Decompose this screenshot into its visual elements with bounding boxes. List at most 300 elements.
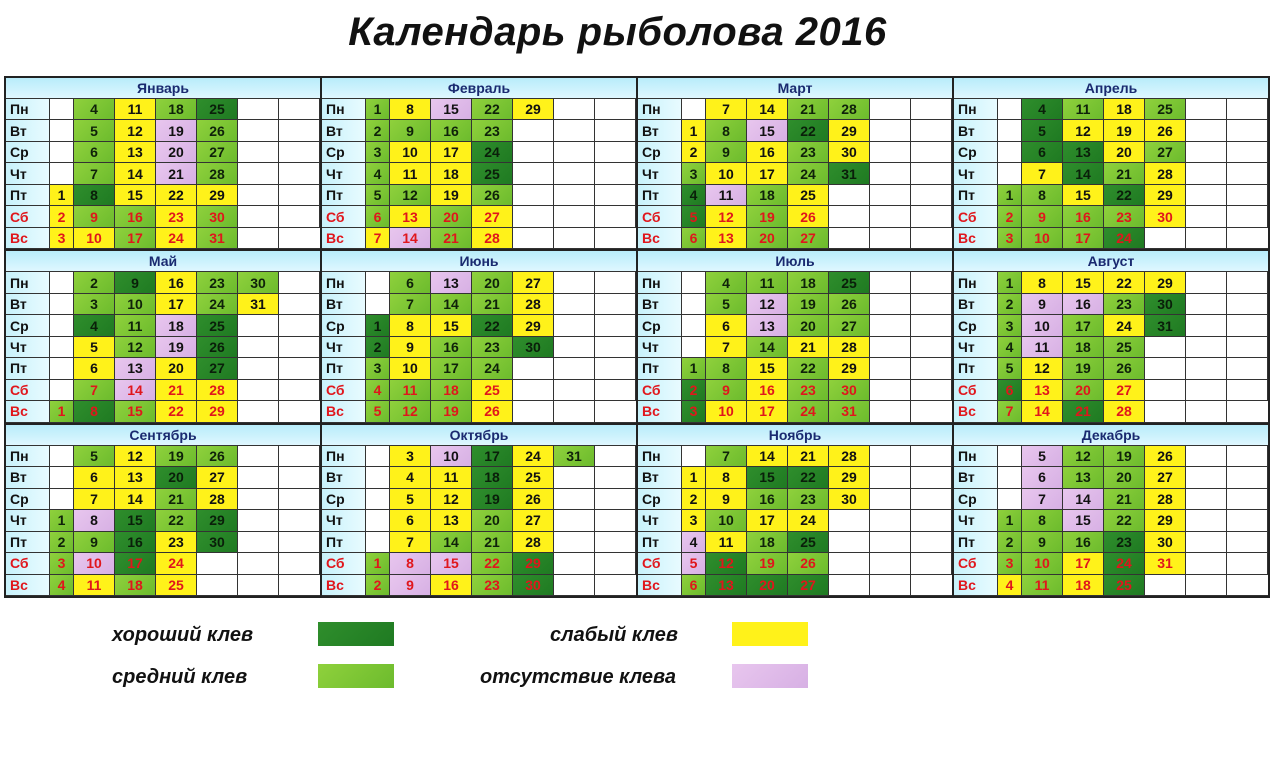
day-cell: 22: [156, 185, 197, 206]
empty-cell: [238, 228, 279, 249]
empty-cell: [870, 294, 911, 315]
month-days: [954, 446, 1268, 596]
day-cell: 31: [829, 163, 870, 184]
day-cell: 3: [682, 401, 706, 422]
day-cell: 30: [829, 380, 870, 401]
day-cell: 16: [431, 575, 472, 596]
month-block: [954, 425, 1268, 596]
day-cell: 6: [1022, 467, 1063, 488]
empty-cell: [870, 206, 911, 227]
day-cell: 23: [788, 489, 829, 510]
empty-cell: [1186, 120, 1227, 141]
day-cell: 9: [1022, 206, 1063, 227]
day-cell: 24: [156, 553, 197, 574]
day-cell: 20: [472, 510, 513, 531]
empty-cell: [1186, 575, 1227, 596]
empty-cell: [554, 489, 595, 510]
empty-cell: [238, 553, 279, 574]
empty-cell: [279, 99, 320, 120]
day-cell: 10: [1022, 315, 1063, 336]
day-cell: 10: [706, 163, 747, 184]
day-cell: 21: [472, 294, 513, 315]
day-cell: 11: [390, 163, 431, 184]
empty-cell: [1227, 272, 1268, 293]
day-cell: 18: [115, 575, 156, 596]
day-name-label: Пт: [322, 185, 366, 206]
day-cell: 21: [156, 163, 197, 184]
day-cell: 2: [998, 294, 1022, 315]
day-cell: 5: [1022, 446, 1063, 467]
month-title: Январь: [6, 78, 320, 99]
day-cell: 20: [156, 467, 197, 488]
empty-cell: [1186, 185, 1227, 206]
day-cell: 6: [1022, 142, 1063, 163]
day-cell: 28: [829, 337, 870, 358]
empty-cell: [554, 185, 595, 206]
day-cell: 28: [513, 294, 554, 315]
day-cell: 16: [431, 337, 472, 358]
day-cell: 9: [1022, 532, 1063, 553]
day-cell: 23: [472, 337, 513, 358]
empty-cell: [50, 489, 74, 510]
empty-cell: [1145, 401, 1186, 422]
day-cell: 23: [197, 272, 238, 293]
empty-cell: [279, 467, 320, 488]
day-cell: 12: [747, 294, 788, 315]
legend-none-label: отсутствие клева: [480, 666, 676, 688]
day-cell: 10: [74, 553, 115, 574]
month-days: [6, 99, 320, 249]
empty-cell: [829, 510, 870, 531]
empty-cell: [911, 380, 952, 401]
day-cell: 19: [1104, 446, 1145, 467]
empty-cell: [279, 358, 320, 379]
day-name-label: Сб: [322, 206, 366, 227]
empty-cell: [50, 120, 74, 141]
day-cell: 24: [156, 228, 197, 249]
day-name-label: Сб: [954, 380, 998, 401]
day-name-label: Чт: [638, 510, 682, 531]
day-cell: 29: [1145, 272, 1186, 293]
empty-cell: [911, 575, 952, 596]
empty-cell: [829, 575, 870, 596]
day-cell: 20: [156, 358, 197, 379]
empty-cell: [238, 315, 279, 336]
day-name-label: Вт: [638, 120, 682, 141]
day-cell: 25: [829, 272, 870, 293]
day-cell: 5: [74, 120, 115, 141]
day-cell: 3: [998, 553, 1022, 574]
day-cell: 11: [74, 575, 115, 596]
day-cell: 18: [1104, 99, 1145, 120]
day-cell: 26: [472, 401, 513, 422]
day-cell: 21: [472, 532, 513, 553]
empty-cell: [998, 163, 1022, 184]
day-cell: 25: [197, 315, 238, 336]
empty-cell: [870, 315, 911, 336]
empty-cell: [1186, 358, 1227, 379]
day-cell: 10: [706, 510, 747, 531]
day-cell: 9: [74, 532, 115, 553]
day-name-label: Пт: [638, 532, 682, 553]
month-title: Май: [6, 251, 320, 272]
day-cell: 19: [1104, 120, 1145, 141]
day-cell: 11: [1063, 99, 1104, 120]
empty-cell: [238, 575, 279, 596]
empty-cell: [1227, 532, 1268, 553]
day-cell: 2: [74, 272, 115, 293]
day-cell: 29: [197, 401, 238, 422]
month-days: [6, 446, 320, 596]
empty-cell: [998, 142, 1022, 163]
day-cell: 3: [50, 553, 74, 574]
day-cell: 19: [431, 185, 472, 206]
empty-cell: [1186, 294, 1227, 315]
day-cell: 12: [431, 489, 472, 510]
day-cell: 10: [390, 142, 431, 163]
day-cell: 14: [1022, 401, 1063, 422]
day-cell: 4: [366, 380, 390, 401]
day-cell: 19: [156, 120, 197, 141]
empty-cell: [829, 228, 870, 249]
empty-cell: [911, 185, 952, 206]
empty-cell: [279, 206, 320, 227]
day-name-label: Ср: [638, 142, 682, 163]
day-name-label: Пт: [638, 358, 682, 379]
day-cell: 6: [74, 142, 115, 163]
empty-cell: [1186, 206, 1227, 227]
day-cell: 5: [74, 337, 115, 358]
empty-cell: [279, 315, 320, 336]
day-cell: 13: [706, 575, 747, 596]
empty-cell: [1227, 380, 1268, 401]
day-cell: 27: [829, 315, 870, 336]
day-cell: 4: [998, 575, 1022, 596]
day-cell: 12: [390, 401, 431, 422]
day-cell: 21: [1063, 401, 1104, 422]
empty-cell: [595, 489, 636, 510]
day-name-label: Вс: [954, 575, 998, 596]
day-cell: 25: [1104, 575, 1145, 596]
empty-cell: [50, 99, 74, 120]
empty-cell: [513, 185, 554, 206]
day-name-label: Сб: [638, 380, 682, 401]
day-cell: 28: [1145, 489, 1186, 510]
day-cell: 9: [390, 337, 431, 358]
day-cell: 21: [1104, 163, 1145, 184]
day-cell: 6: [390, 272, 431, 293]
empty-cell: [50, 294, 74, 315]
empty-cell: [1186, 532, 1227, 553]
empty-cell: [1186, 163, 1227, 184]
day-cell: 16: [115, 206, 156, 227]
day-cell: 8: [706, 358, 747, 379]
day-cell: 2: [682, 380, 706, 401]
day-cell: 27: [472, 206, 513, 227]
day-cell: 19: [472, 489, 513, 510]
day-cell: 31: [238, 294, 279, 315]
empty-cell: [50, 467, 74, 488]
day-cell: 22: [472, 99, 513, 120]
empty-cell: [870, 553, 911, 574]
day-cell: 30: [197, 532, 238, 553]
day-cell: 16: [747, 380, 788, 401]
day-cell: 29: [197, 510, 238, 531]
day-cell: 12: [1022, 358, 1063, 379]
day-name-label: Ср: [6, 489, 50, 510]
day-cell: 23: [1104, 206, 1145, 227]
day-name-label: Чт: [322, 163, 366, 184]
day-cell: 16: [431, 120, 472, 141]
empty-cell: [682, 337, 706, 358]
day-cell: 29: [513, 315, 554, 336]
day-name-label: Сб: [6, 206, 50, 227]
empty-cell: [870, 380, 911, 401]
empty-cell: [513, 380, 554, 401]
day-cell: 30: [513, 575, 554, 596]
empty-cell: [1186, 228, 1227, 249]
day-cell: 12: [115, 120, 156, 141]
month-block: [6, 78, 320, 249]
day-cell: 13: [115, 142, 156, 163]
day-cell: 16: [747, 142, 788, 163]
day-cell: 3: [366, 142, 390, 163]
day-name-label: Сб: [322, 380, 366, 401]
empty-cell: [1227, 467, 1268, 488]
empty-cell: [1186, 142, 1227, 163]
day-cell: 4: [50, 575, 74, 596]
empty-cell: [238, 120, 279, 141]
day-cell: 23: [156, 206, 197, 227]
day-cell: 30: [829, 142, 870, 163]
empty-cell: [1227, 337, 1268, 358]
day-cell: 5: [1022, 120, 1063, 141]
day-name-label: Пт: [6, 532, 50, 553]
empty-cell: [513, 206, 554, 227]
day-cell: 30: [197, 206, 238, 227]
day-cell: 17: [431, 142, 472, 163]
day-cell: 5: [682, 553, 706, 574]
empty-cell: [595, 163, 636, 184]
day-cell: 4: [998, 337, 1022, 358]
empty-cell: [682, 315, 706, 336]
day-cell: 23: [788, 142, 829, 163]
empty-cell: [911, 446, 952, 467]
empty-cell: [238, 401, 279, 422]
day-name-label: Пн: [954, 446, 998, 467]
day-cell: 18: [747, 532, 788, 553]
day-cell: 10: [115, 294, 156, 315]
day-cell: 9: [706, 142, 747, 163]
day-cell: 22: [472, 315, 513, 336]
day-cell: 11: [1022, 575, 1063, 596]
day-cell: 6: [366, 206, 390, 227]
empty-cell: [911, 120, 952, 141]
empty-cell: [366, 510, 390, 531]
empty-cell: [279, 272, 320, 293]
day-cell: 19: [431, 401, 472, 422]
day-cell: 30: [1145, 294, 1186, 315]
empty-cell: [1186, 315, 1227, 336]
day-cell: 13: [431, 272, 472, 293]
empty-cell: [513, 142, 554, 163]
day-cell: 3: [682, 510, 706, 531]
legend-weak-label: слабый клев: [550, 624, 678, 646]
empty-cell: [1145, 358, 1186, 379]
day-cell: 15: [747, 467, 788, 488]
empty-cell: [513, 358, 554, 379]
empty-cell: [279, 553, 320, 574]
day-name-label: Вс: [6, 401, 50, 422]
day-cell: 24: [788, 163, 829, 184]
day-cell: 18: [1063, 575, 1104, 596]
day-cell: 1: [366, 99, 390, 120]
day-name-label: Вс: [954, 401, 998, 422]
day-cell: 14: [431, 532, 472, 553]
day-cell: 22: [788, 467, 829, 488]
day-cell: 19: [156, 446, 197, 467]
empty-cell: [1227, 489, 1268, 510]
day-cell: 15: [115, 185, 156, 206]
empty-cell: [870, 467, 911, 488]
day-cell: 19: [1063, 358, 1104, 379]
day-cell: 18: [747, 185, 788, 206]
day-cell: 8: [1022, 510, 1063, 531]
day-cell: 6: [682, 228, 706, 249]
empty-cell: [554, 228, 595, 249]
day-cell: 22: [1104, 272, 1145, 293]
day-cell: 9: [390, 575, 431, 596]
day-cell: 31: [554, 446, 595, 467]
empty-cell: [595, 358, 636, 379]
day-name-label: Ср: [322, 489, 366, 510]
month-title: Сентябрь: [6, 425, 320, 446]
day-cell: 22: [156, 510, 197, 531]
day-cell: 30: [513, 337, 554, 358]
month-block: [6, 425, 320, 596]
day-cell: 25: [1145, 99, 1186, 120]
day-name-label: Чт: [6, 510, 50, 531]
empty-cell: [829, 532, 870, 553]
day-cell: 22: [472, 553, 513, 574]
day-cell: 13: [1063, 467, 1104, 488]
empty-cell: [595, 337, 636, 358]
empty-cell: [911, 228, 952, 249]
day-cell: 21: [431, 228, 472, 249]
empty-cell: [1186, 272, 1227, 293]
day-cell: 26: [197, 120, 238, 141]
day-cell: 8: [74, 185, 115, 206]
day-cell: 2: [998, 532, 1022, 553]
empty-cell: [998, 99, 1022, 120]
month-days: [322, 446, 636, 596]
day-cell: 27: [1145, 467, 1186, 488]
day-cell: 7: [74, 489, 115, 510]
day-cell: 7: [74, 163, 115, 184]
empty-cell: [50, 163, 74, 184]
day-name-label: Вт: [954, 467, 998, 488]
day-cell: 31: [829, 401, 870, 422]
empty-cell: [279, 380, 320, 401]
day-cell: 20: [1104, 142, 1145, 163]
day-cell: 15: [1063, 185, 1104, 206]
day-cell: 29: [1145, 185, 1186, 206]
day-cell: 5: [998, 358, 1022, 379]
empty-cell: [1227, 575, 1268, 596]
day-cell: 20: [431, 206, 472, 227]
day-cell: 3: [998, 315, 1022, 336]
day-cell: 23: [472, 120, 513, 141]
day-cell: 18: [431, 163, 472, 184]
empty-cell: [1227, 553, 1268, 574]
empty-cell: [911, 99, 952, 120]
empty-cell: [279, 575, 320, 596]
empty-cell: [870, 120, 911, 141]
empty-cell: [238, 489, 279, 510]
day-cell: 19: [788, 294, 829, 315]
day-cell: 17: [747, 510, 788, 531]
empty-cell: [911, 272, 952, 293]
day-cell: 25: [197, 99, 238, 120]
day-name-label: Пн: [6, 272, 50, 293]
day-name-label: Чт: [954, 510, 998, 531]
day-cell: 12: [1063, 446, 1104, 467]
day-cell: 5: [366, 401, 390, 422]
day-cell: 16: [1063, 206, 1104, 227]
day-name-label: Сб: [954, 553, 998, 574]
empty-cell: [513, 401, 554, 422]
day-cell: 28: [197, 380, 238, 401]
empty-cell: [829, 553, 870, 574]
day-cell: 18: [431, 380, 472, 401]
empty-cell: [238, 185, 279, 206]
day-cell: 29: [197, 185, 238, 206]
day-cell: 4: [1022, 99, 1063, 120]
day-name-label: Ср: [322, 315, 366, 336]
day-name-label: Ср: [638, 489, 682, 510]
empty-cell: [366, 532, 390, 553]
day-cell: 20: [1063, 380, 1104, 401]
day-cell: 26: [1104, 358, 1145, 379]
day-cell: 1: [50, 185, 74, 206]
day-cell: 25: [513, 467, 554, 488]
day-name-label: Ср: [954, 315, 998, 336]
day-name-label: Вт: [322, 294, 366, 315]
day-cell: 13: [747, 315, 788, 336]
day-name-label: Чт: [322, 510, 366, 531]
day-cell: 8: [1022, 272, 1063, 293]
day-cell: 11: [431, 467, 472, 488]
day-name-label: Пт: [954, 358, 998, 379]
day-cell: 16: [115, 532, 156, 553]
day-cell: 27: [197, 142, 238, 163]
day-cell: 4: [74, 99, 115, 120]
day-cell: 21: [156, 489, 197, 510]
empty-cell: [238, 206, 279, 227]
empty-cell: [870, 185, 911, 206]
day-cell: 1: [366, 553, 390, 574]
empty-cell: [595, 315, 636, 336]
day-cell: 16: [747, 489, 788, 510]
empty-cell: [554, 467, 595, 488]
legend-none-swatch: [732, 664, 808, 688]
empty-cell: [279, 489, 320, 510]
day-cell: 11: [1022, 337, 1063, 358]
day-cell: 27: [788, 228, 829, 249]
day-cell: 12: [390, 185, 431, 206]
empty-cell: [238, 358, 279, 379]
empty-cell: [911, 142, 952, 163]
